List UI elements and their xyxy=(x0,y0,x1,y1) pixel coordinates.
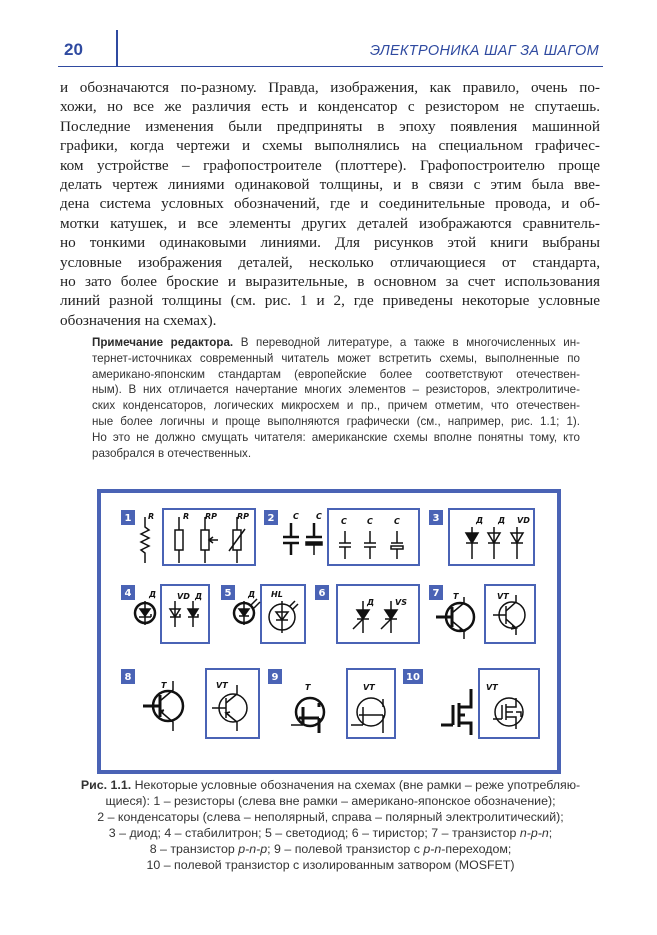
body-line: условные изображения деталей, несколько отличающиеся от стандарта, xyxy=(60,253,600,271)
page-number: 20 xyxy=(64,40,83,59)
editor-note xyxy=(92,335,580,461)
mosfet-symbols xyxy=(441,689,523,735)
label: C xyxy=(293,512,299,521)
zener-symbols xyxy=(135,601,198,627)
label: Д xyxy=(367,598,375,607)
caption-text: ; xyxy=(548,826,553,840)
npn-transistor-symbols xyxy=(436,595,525,639)
pnp-transistor-symbols xyxy=(143,681,247,731)
panel-number: 3 xyxy=(432,513,440,524)
caption-label: Рис. 1.1. xyxy=(80,778,132,792)
panel-number: 6 xyxy=(318,588,326,599)
label: VT xyxy=(363,683,375,692)
label: T xyxy=(453,592,459,601)
label: C xyxy=(367,517,373,526)
label: VT xyxy=(497,592,509,601)
body-line: дена система условных обозначений, где и соединительные провода, и об- xyxy=(60,195,600,213)
note-first-line-text: В переводной литературе, а также в многочисленных ин- xyxy=(233,336,580,349)
label: Д xyxy=(195,592,203,601)
caption-line xyxy=(58,825,603,841)
note-line: Но это не должно смущать читателя: американские схемы вполне понятны тому, кто xyxy=(92,430,580,444)
caption-line: 2 – конденсаторы (слева – неполярный, справа – полярный электролитический); xyxy=(97,810,564,824)
label: VT xyxy=(486,683,498,692)
caption-italic: p-n-p xyxy=(238,842,268,856)
panel-number: 10 xyxy=(406,672,420,683)
label: VT xyxy=(216,681,228,690)
panel-number: 9 xyxy=(271,672,279,683)
thyristor-symbols xyxy=(353,601,397,633)
caption-line xyxy=(58,841,603,857)
body-line: линий разной толщины (см. рис. 1 и 2, где приведены некоторые условные xyxy=(60,292,600,310)
caption-first-line xyxy=(58,777,603,793)
note-line: американо-японским стандартам (европейские более соответствуют отечествен- xyxy=(92,367,580,381)
panel-number: 1 xyxy=(124,513,132,524)
note-first-line xyxy=(92,335,580,351)
label: RP xyxy=(237,512,250,521)
caption-text: -переходом; xyxy=(441,842,512,856)
label: Д xyxy=(149,590,157,599)
caption-text: Некоторые условные обозначения на схемах (вне рамки – реже употребляю- xyxy=(131,778,581,792)
caption-text: 3 – диод; 4 – стабилитрон; 5 – светодиод; 6 – тиристор; 7 – транзистор xyxy=(108,826,520,840)
header-vertical-rule xyxy=(116,30,118,66)
caption-line: 10 – полевой транзистор с изолированным затвором (MOSFET) xyxy=(146,858,515,872)
label: T xyxy=(161,681,167,690)
body-line: графики, когда чертежи и схемы выполнялись на специальном графичес- xyxy=(60,137,600,155)
note-line: тернет-источниках современный читатель может встретить схемы, выполненные по xyxy=(92,351,580,365)
caption-italic: n-p-n xyxy=(519,826,549,840)
label: C xyxy=(316,512,322,521)
body-line: и обозначаются по-разному. Правда, изображения, как правило, очень по- xyxy=(60,79,600,96)
body-line: но тонкими одинаковыми линиями. Для рисунков этой книги выбраны xyxy=(60,234,600,252)
diode-symbols xyxy=(466,527,523,559)
label: R xyxy=(183,512,190,521)
caption-italic: p-n xyxy=(423,842,442,856)
label: VD xyxy=(517,516,530,525)
label: HL xyxy=(271,590,283,599)
caption-text: 8 – транзистор xyxy=(149,842,239,856)
panel-number: 7 xyxy=(432,588,440,599)
label: C xyxy=(341,517,347,526)
panel-number: 2 xyxy=(267,513,275,524)
panel-number: 4 xyxy=(124,588,132,599)
label: RP xyxy=(205,512,218,521)
label: R xyxy=(148,512,155,521)
label: C xyxy=(394,517,400,526)
capacitor-symbols xyxy=(283,523,403,559)
note-line: ным). В них отличается начертание многих элементов – резисторов, электролитиче- xyxy=(92,383,580,397)
schematic-symbols-figure xyxy=(101,493,557,770)
body-line: делать чертеж линиями одинаковой толщины, и в связи с этим была вве- xyxy=(60,176,600,194)
note-line: ских конденсаторов, логических микросхем и пр., причем отметим, что отечествен- xyxy=(92,399,580,413)
body-line: хожи, но все же различия есть и конденсатор с резистором не спутаешь. xyxy=(60,98,600,116)
panel-number: 5 xyxy=(224,588,232,599)
jfet-symbols xyxy=(291,698,385,733)
body-line: Последние изменения были предприняты в эпоху появления машинной xyxy=(60,117,600,135)
label: T xyxy=(305,683,311,692)
figure-frame xyxy=(97,489,561,774)
panel-number: 8 xyxy=(124,672,132,683)
header-rule xyxy=(58,66,603,67)
figure-caption xyxy=(58,777,603,873)
note-line: разобрался в отечественных. xyxy=(92,446,252,460)
resistor-symbols xyxy=(141,517,245,563)
body-line: но зато более броские и выразительные, в основном за счет использования xyxy=(60,273,600,291)
note-label: Примечание редактора. xyxy=(92,336,234,349)
body-line: ком устройстве – графопостроителе (плоттере). Графопостроителю проще xyxy=(60,156,600,174)
body-text xyxy=(60,78,600,330)
caption-line: щиеся): 1 – резисторы (слева вне рамки – американо-японское обозначение); xyxy=(105,794,556,808)
body-line: обозначения на схемах). xyxy=(60,311,217,329)
label: VD xyxy=(177,592,190,601)
label: Д xyxy=(248,590,256,599)
label: Д xyxy=(498,516,506,525)
label: VS xyxy=(395,598,407,607)
note-line: ные более логичны и проще выполняются графически (см., например, рис. 1.1; 1). xyxy=(92,414,580,428)
running-title: ЭЛЕКТРОНИКА ШАГ ЗА ШАГОМ xyxy=(370,43,599,59)
led-symbols xyxy=(234,599,298,633)
label: Д xyxy=(476,516,484,525)
body-line: мотки катушек, и все элементы других деталей изображаются сравнитель- xyxy=(60,214,600,232)
caption-text: ; 9 – полевой транзистор с xyxy=(267,842,424,856)
